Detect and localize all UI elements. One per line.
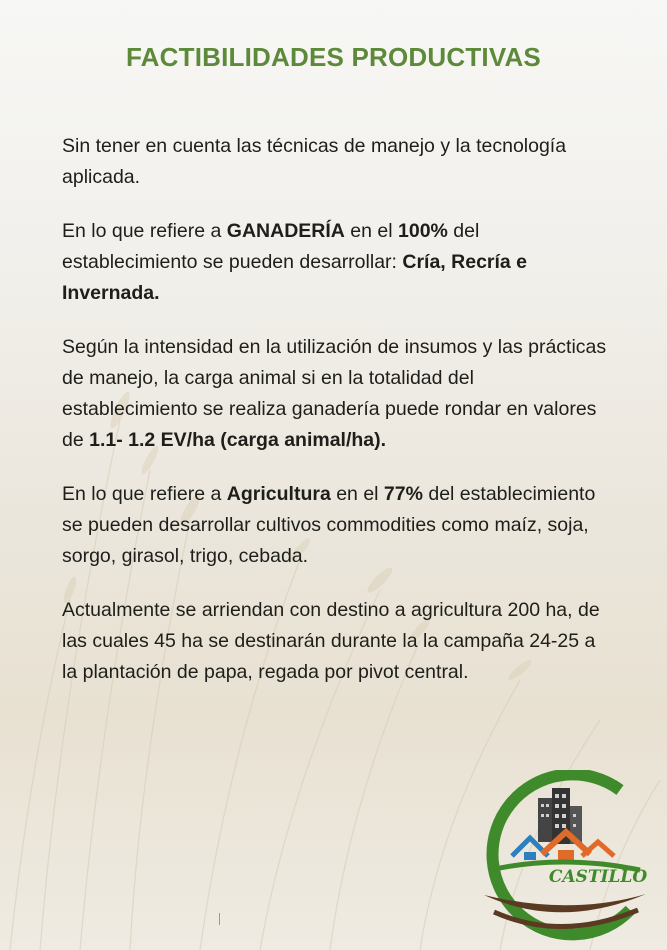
document-body xyxy=(62,131,612,711)
paragraph xyxy=(62,131,612,193)
bold-text: GANADERÍA xyxy=(226,220,345,242)
page-mark xyxy=(219,913,220,925)
bold-text: Agricultura xyxy=(226,483,331,505)
bold-text: Cría, Recría e Invernada. xyxy=(62,251,528,304)
paragraph xyxy=(62,479,612,572)
text-segment: En lo que refiere a xyxy=(62,483,227,505)
paragraph xyxy=(62,595,612,688)
text-segment: en el xyxy=(330,483,384,505)
text-segment: del establecimiento se pueden desarrollar: xyxy=(62,220,480,273)
logo-text: CASTILLO xyxy=(548,867,648,887)
bold-text: 100% xyxy=(398,220,448,242)
text-segment: del establecimiento se pueden desarrollar cultivos commodities como maíz, soja, sorgo, girasol, trigo, cebada. xyxy=(62,483,596,567)
text-segment: Actualmente se arriendan con destino a agricultura 200 ha, de las cuales 45 ha se destinarán durante la la campaña 24-25 a la plantación de papa, regada por pivot central. xyxy=(62,599,600,683)
bold-text: 1.1- 1.2 EV/ha (carga animal/ha). xyxy=(89,429,387,451)
text-segment: Según la intensidad en la utilización de insumos y las prácticas de manejo, la carga animal si en la totalidad del establecimiento se realiza ganadería puede rondar en valores de xyxy=(62,336,607,451)
house-roofs-icon xyxy=(512,832,614,860)
paragraph xyxy=(62,332,612,456)
bold-text: 77% xyxy=(383,483,423,505)
text-segment: en el xyxy=(344,220,398,242)
paragraph xyxy=(62,216,612,309)
page-title: FACTIBILIDADES PRODUCTIVAS xyxy=(126,42,541,72)
castillo-logo xyxy=(470,770,656,942)
text-segment: En lo que refiere a xyxy=(62,220,227,242)
text-segment: Sin tener en cuenta las técnicas de manejo y la tecnología aplicada. xyxy=(62,135,567,188)
